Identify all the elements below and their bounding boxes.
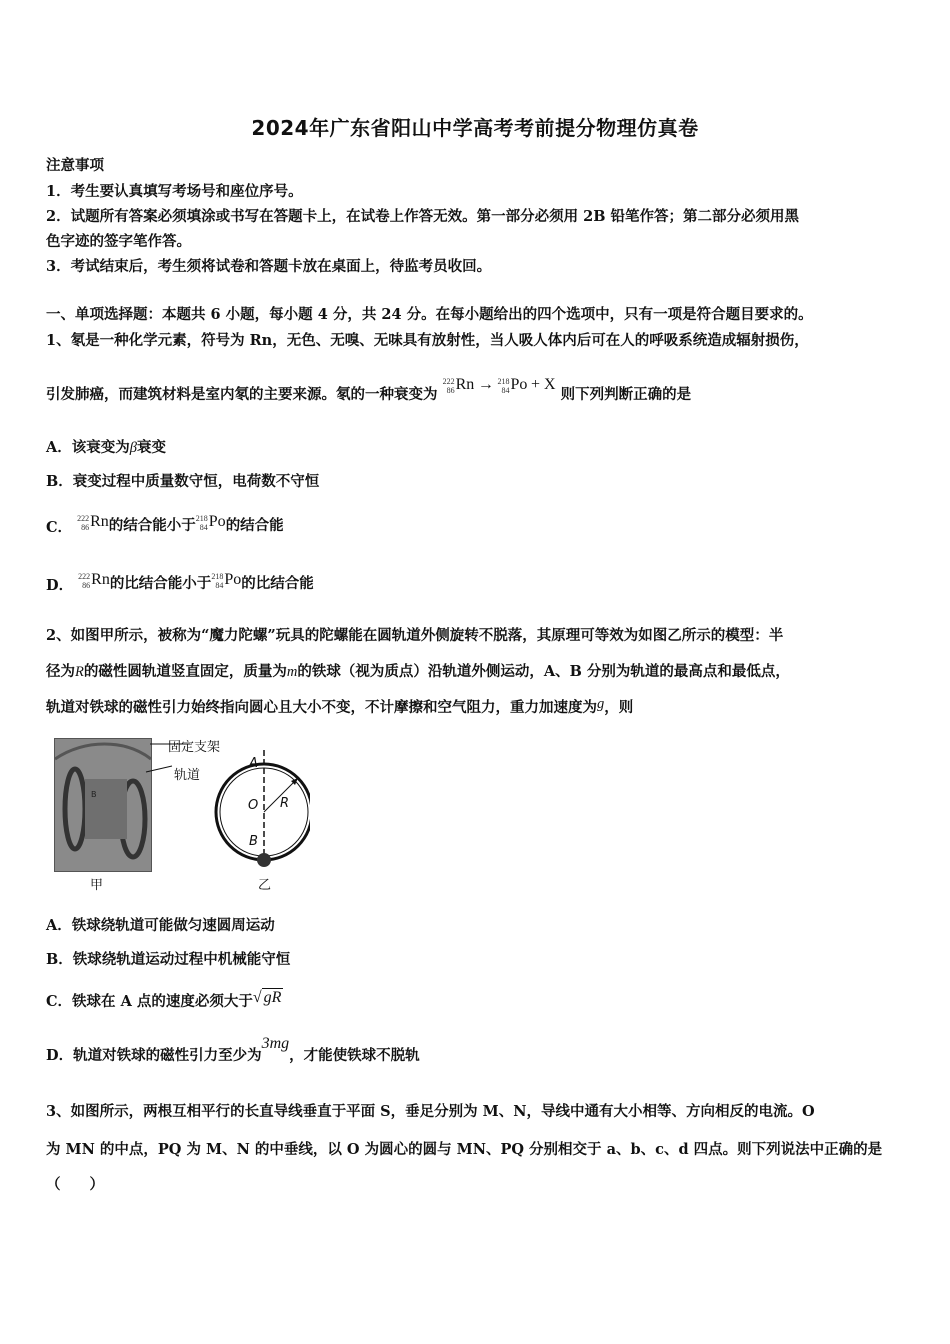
mass-symbol: m [286,664,298,680]
option-text: 衰变 [136,439,166,456]
po-atomic-number: 84 [215,580,224,590]
svg-text:B: B [91,790,97,799]
point-a-label: A [249,756,258,771]
q1-stem-line2 [46,376,692,405]
sqrt-gr: √ gR [252,989,282,1006]
beta-symbol: β [129,440,137,456]
po-nuclide [196,513,226,532]
option-text: 的结合能 [225,517,284,534]
q1-stem-line1: 1、氡是一种化学元素，符号为 Rn，无色、无嗅、无味具有放射性，当人吸人体内后可在人的呼吸系统造成辐射损伤， [46,332,809,349]
q2-option-d [46,1035,420,1065]
q1-stem-text: 则下列判断正确的是 [560,386,692,403]
option-text: ，才能使铁球不脱轨 [289,1047,420,1064]
q3-stem-line2: 为 MN 的中点，PQ 为 M、N 的中垂线，以 O 为圆心的圆与 MN、PQ 分别相交于 a、b、c、d 四点。则下列说法中正确的是 [46,1141,883,1158]
label-track: 轨道 [174,768,201,783]
q2-option-c [46,986,283,1010]
po-mass-number: 218 [497,376,510,386]
rn-atomic-number: 86 [446,385,455,395]
option-text: C．铁球在 A 点的速度必须大于 [46,993,253,1010]
point-o-label: O [248,798,259,813]
decay-equation [443,376,556,395]
caption-left: 甲 [90,878,104,893]
q2-stem-line1: 2、如图甲所示，被称为“魔力陀螺”玩具的陀螺能在圆轨道外侧旋转不脱落，其原理可等效为如图乙所示的模型：半 [46,627,784,644]
po-mass-number: 218 [195,513,208,523]
po-atomic-number: 84 [199,522,208,532]
q1-option-b: B．衰变过程中质量数守恒，电荷数不守恒 [46,473,320,490]
q1-option-c [46,510,284,536]
po-nuclide [211,571,241,590]
rn-symbol: Rn [91,571,110,588]
option-text: 的比结合能小于 [109,575,212,592]
track-diagram [50,736,310,896]
option-label: C． [46,519,73,536]
po-mass-number: 218 [211,571,224,581]
q2-stem-line2 [46,660,790,681]
page-title: 2024年广东省阳山中学高考考前提分物理仿真卷 [251,116,699,140]
po-symbol: Po [224,571,242,588]
rn-mass-number: 222 [78,571,91,581]
rn-nuclide [77,513,109,532]
arrow-icon: → [477,376,494,393]
rn-mass-number: 222 [442,376,455,386]
stem-text: 的磁性圆轨道竖直固定，质量为 [83,663,287,680]
q1-option-d [46,568,314,594]
rn-atomic-number: 86 [81,522,90,532]
q1-option-a [46,436,166,457]
stem-text: ，则 [604,699,634,716]
po-symbol: Po [208,513,226,530]
q2-figure [50,736,310,896]
radicand: gR [263,989,282,1006]
force-value: 3mg [261,1035,290,1052]
notice-item: 色字迹的签字笔作答。 [46,233,191,250]
rn-mass-number: 222 [77,513,90,523]
gravity-symbol: g [597,696,605,712]
q1-stem-text: 引发肺癌，而建筑材料是室内氡的主要来源。氡的一种衰变为 [46,386,438,403]
rn-symbol: Rn [90,513,109,530]
q2-stem-line3 [46,696,633,717]
option-text: 的比结合能 [241,575,314,592]
stem-text: 径为 [46,663,75,680]
option-label: D． [46,577,74,594]
rn-nuclide [78,571,110,590]
label-support: 固定支架 [168,740,221,755]
rn-atomic-number: 86 [82,580,91,590]
point-b-label: B [249,834,258,849]
option-text: 的结合能小于 [108,517,196,534]
radius-label: R [280,796,290,811]
stem-text: 的铁球（视为质点）沿轨道外侧运动，A、B 分别为轨道的最高点和最低点， [297,663,790,680]
option-text: D．轨道对铁球的磁性引力至少为 [46,1047,262,1064]
caption-right: 乙 [258,878,272,893]
radius-symbol: R [75,664,84,680]
notice-item: 3．考试结束后，考生须将试卷和答题卡放在桌面上，待监考员收回。 [46,258,492,275]
q3-stem-line1: 3、如图所示，两根互相平行的长直导线垂直于平面 S，垂足分别为 M、N，导线中通有大小相等、方向相反的电流。O [46,1103,815,1120]
notice-item: 2．试题所有答案必须填涂或书写在答题卡上，在试卷上作答无效。第一部分必须用 2B 铅笔作答；第二部分必须用黑 [46,208,800,225]
plus-x: + X [531,376,556,393]
q3-blank: （ ） [46,1176,104,1193]
po-atomic-number: 84 [501,385,510,395]
notice-item: 1．考生要认真填写考场号和座位序号。 [46,183,303,200]
notice-heading: 注意事项 [46,157,104,174]
q2-option-b: B．铁球绕轨道运动过程中机械能守恒 [46,951,291,968]
rn-symbol: Rn [455,376,475,393]
option-text: A．该衰变为 [46,439,130,456]
stem-text: 轨道对铁球的磁性引力始终指向圆心且大小不变，不计摩擦和空气阻力，重力加速度为 [46,699,597,716]
q2-option-a: A．铁球绕轨道可能做匀速圆周运动 [46,917,275,934]
section-heading: 一、单项选择题：本题共 6 小题，每小题 4 分，共 24 分。在每小题给出的四个选项中，只有一项是符合题目要求的。 [46,306,813,323]
po-symbol: Po [510,376,528,393]
